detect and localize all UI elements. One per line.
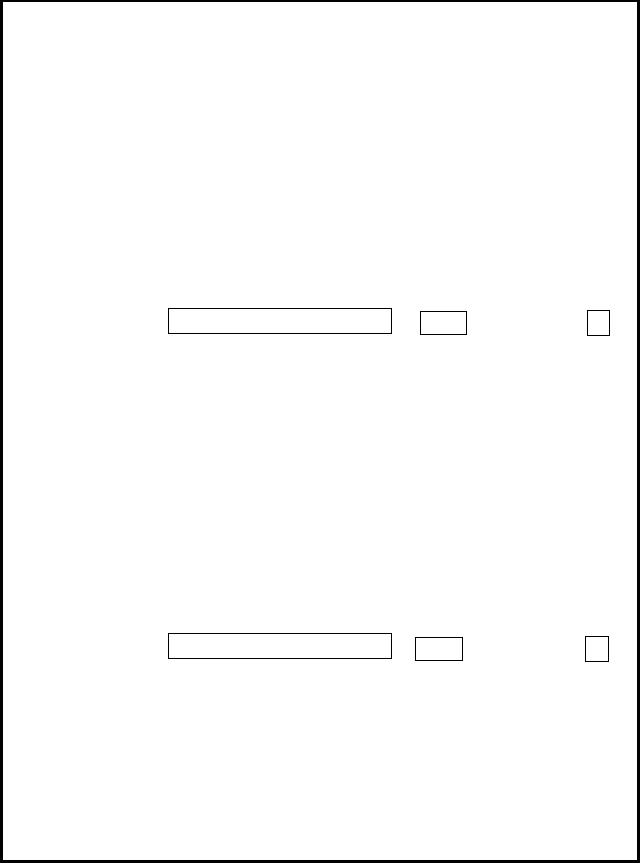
qualification-level-field <box>585 636 609 662</box>
function-name-field <box>168 308 392 334</box>
code-field <box>420 311 467 335</box>
code-field <box>415 637 463 661</box>
scan-border-left <box>0 0 3 863</box>
qualification-level-field <box>587 310 610 336</box>
function-name-field <box>168 633 392 659</box>
scan-border-top <box>0 0 640 2</box>
